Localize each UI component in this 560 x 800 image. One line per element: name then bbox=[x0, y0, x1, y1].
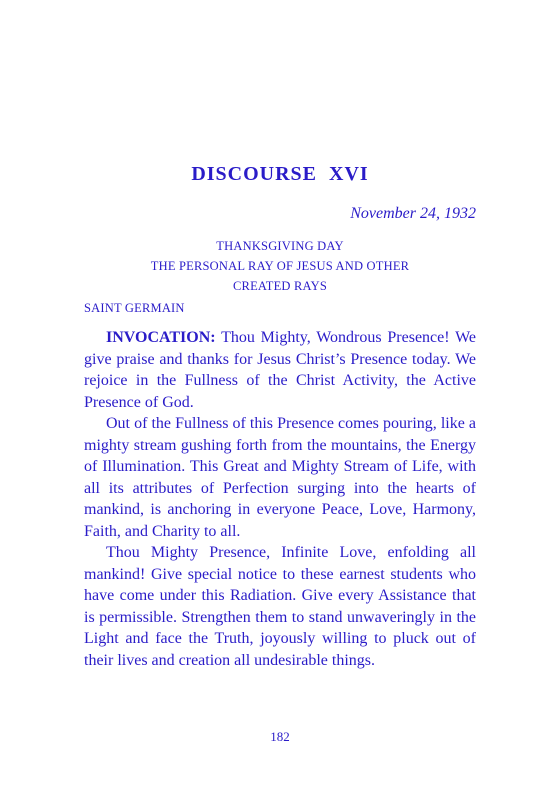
discourse-date: November 24, 1932 bbox=[350, 205, 476, 222]
body-paragraph: Out of the Fullness of this Presence comes pouring, like a mighty stream gushing forth from the mountains, the Energy of Illumination. This Great and Mighty Stream of Life, with all its attributes of Perfection surging into the hearts of mankind, is anchoring in everyone Peace, Love, Harmony, Faith, and Charity to all. bbox=[84, 415, 476, 540]
subheadings bbox=[0, 236, 560, 296]
body-paragraph: Thou Mighty Presence, Infinite Love, enfolding all mankind! Give special notice to these earnest students who have come under this Radiation. Give every Assistance that is permissible. Strengthen them to stand unwaveringly in the Light and face the Truth, joyously willing to pluck out of their lives and creation all undesirable things. bbox=[84, 544, 476, 669]
subheading-topic-line-2: CREATED RAYS bbox=[233, 279, 327, 293]
subheading-topic-line-1: THE PERSONAL RAY OF JESUS AND OTHER bbox=[150, 259, 410, 273]
invocation-text: Thou Mighty, Wondrous Presence! We give praise and thanks for Jesus Christ’s Presence today. We rejoice in the Fullness of the Christ Activity, the Active Presence of God. bbox=[84, 329, 476, 411]
speaker-name: SAINT GERMAIN bbox=[84, 301, 185, 315]
discourse-title: DISCOURSE XVI bbox=[191, 163, 369, 185]
invocation-label: INVOCATION: bbox=[106, 329, 216, 346]
page-number: 182 bbox=[270, 729, 290, 744]
invocation-paragraph bbox=[84, 327, 476, 413]
subheading-occasion: THANKSGIVING DAY bbox=[216, 239, 344, 253]
discourse-body bbox=[84, 327, 476, 671]
